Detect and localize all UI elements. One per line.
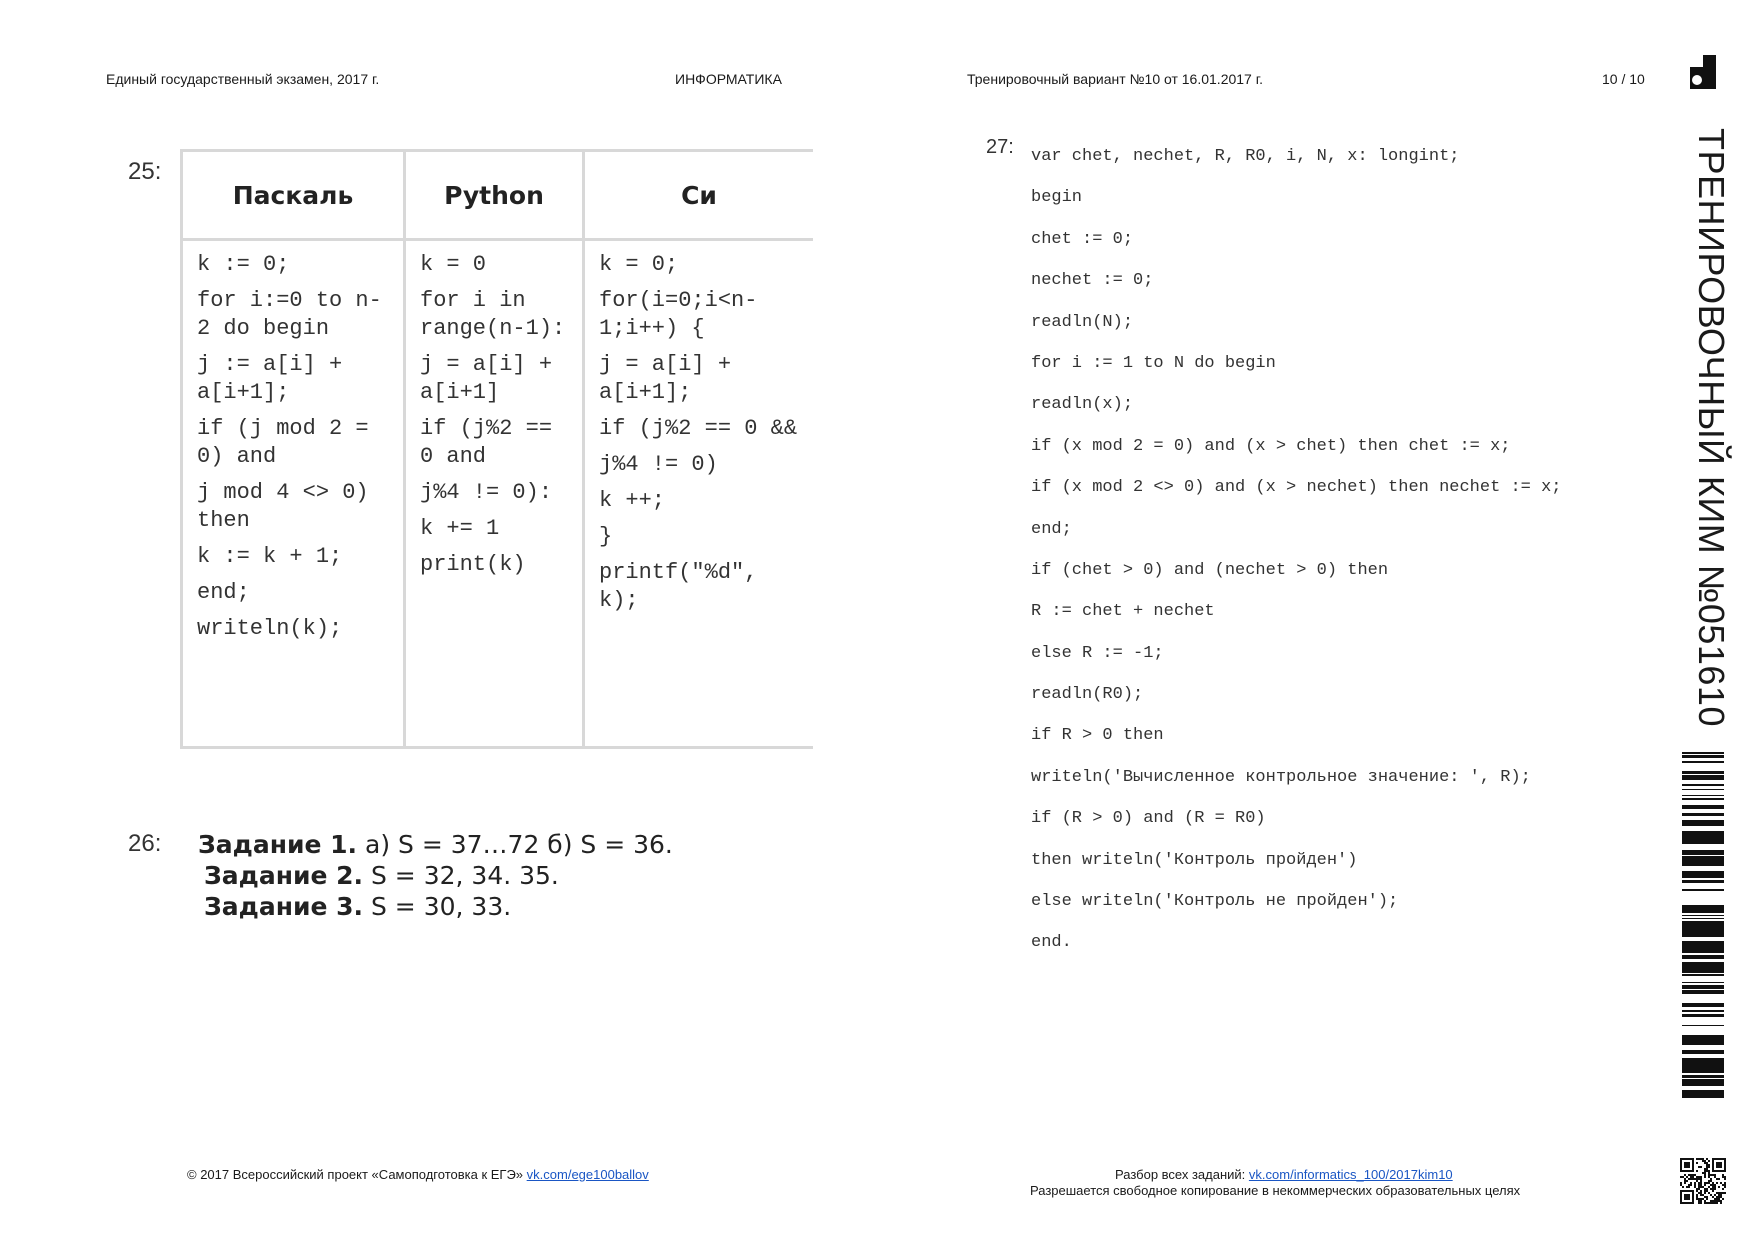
footer-copyright-text: © 2017 Всероссийский проект «Самоподготовка к ЕГЭ» (187, 1167, 527, 1182)
question-25-label: 25: (128, 158, 162, 185)
program-line: readln(N); (1031, 312, 1134, 332)
answer-task-3-title: Задание 3. (204, 892, 364, 921)
program-line: readln(x); (1031, 395, 1134, 415)
code-table (180, 149, 813, 749)
program-line: if (R > 0) and (R = R0) (1031, 809, 1266, 829)
answer-task-2-title: Задание 2. (204, 861, 364, 890)
program-line: for i := 1 to N do begin (1031, 353, 1276, 373)
program-line: if (x mod 2 <> 0) and (x > nechet) then nechet := x; (1031, 478, 1562, 498)
question-27-label: 27: (986, 136, 1014, 158)
col-header-python: Python (405, 151, 584, 240)
program-line: R := chet + nechet (1031, 602, 1215, 622)
footer-analysis (1115, 1167, 1453, 1182)
header-subject: ИНФОРМАТИКА (675, 71, 782, 87)
answer-task-1 (198, 829, 673, 860)
code-line: k := k + 1; (197, 544, 343, 569)
code-line: if (j%2 == 0 and (420, 416, 566, 469)
side-title (1682, 128, 1732, 727)
code-line: for(i=0;i<n-1;i++) { (599, 288, 758, 341)
code-line: k = 0; (599, 252, 679, 277)
code-line: for i in range(n-1): (420, 288, 566, 341)
program-line: var chet, nechet, R, R0, i, N, x: longint; (1031, 147, 1460, 166)
code-line: j%4 != 0) (599, 452, 718, 477)
answer-task-3 (198, 891, 673, 922)
answer-task-3-text: S = 30, 33. (363, 892, 512, 921)
python-code-cell (405, 240, 584, 748)
code-line: j mod 4 <> 0) then (197, 480, 382, 533)
program-line: if (chet > 0) and (nechet > 0) then (1031, 560, 1389, 580)
answer-task-1-title: Задание 1. (198, 830, 358, 859)
code-line: for i:=0 to n-2 do begin (197, 288, 382, 341)
code-line: end; (197, 580, 250, 605)
answer-task-2-text: S = 32, 34. 35. (363, 861, 559, 890)
program-line: nechet := 0; (1031, 271, 1154, 291)
code-line: if (j%2 == 0 && (599, 416, 798, 441)
question-26-answers (198, 829, 673, 922)
code-line: k ++; (599, 488, 666, 513)
code-line: k := 0; (197, 252, 290, 277)
program-line: writeln('Вычисленное контрольное значение: ', R); (1031, 767, 1531, 787)
code-line: printf("%d", k); (599, 560, 771, 613)
code-line: j = a[i] + a[i+1] (420, 352, 566, 405)
qr-code-icon (1680, 1158, 1726, 1204)
code-line: j := a[i] + a[i+1]; (197, 352, 356, 405)
code-line: writeln(k); (197, 616, 343, 641)
program-line: readln(R0); (1031, 685, 1144, 705)
barcode-icon (1682, 752, 1724, 1100)
answer-task-2 (198, 860, 673, 891)
program-line: begin (1031, 188, 1083, 208)
header-variant: Тренировочный вариант №10 от 16.01.2017 г. (967, 71, 1264, 87)
code-line: print(k) (420, 552, 526, 577)
footer-analysis-text: Разбор всех заданий: (1115, 1167, 1249, 1182)
program-line: else writeln('Контроль не пройден'); (1031, 892, 1399, 912)
answer-task-1-text: а) S = 37…72 б) S = 36. (357, 830, 673, 859)
pascal-code-cell (182, 240, 405, 748)
logo-icon (1690, 55, 1716, 89)
c-code-cell (584, 240, 814, 748)
program-line: else R := -1; (1031, 643, 1164, 663)
code-line: if (j mod 2 = 0) and (197, 416, 382, 469)
side-title-text: ТРЕНИРОВОЧНЫЙ КИМ №051610 (1691, 128, 1732, 727)
code-line: } (599, 524, 613, 549)
program-line: if (x mod 2 = 0) and (x > chet) then chet := x; (1031, 436, 1511, 456)
program-line: then writeln('Контроль пройден') (1031, 850, 1358, 870)
header-exam-title: Единый государственный экзамен, 2017 г. (106, 71, 380, 87)
col-header-pascal: Паскаль (182, 151, 405, 240)
footer-link-informatics[interactable]: vk.com/informatics_100/2017kim10 (1248, 1167, 1453, 1182)
header-page-number: 10 / 10 (1602, 71, 1645, 87)
footer-link-ege100ballov[interactable]: vk.com/ege100ballov (526, 1167, 649, 1182)
program-line: if R > 0 then (1031, 726, 1164, 746)
code-line: j%4 != 0): (420, 480, 553, 505)
code-line: k += 1 (420, 516, 500, 541)
footer-copyright (187, 1167, 649, 1182)
question-27-program (1031, 146, 1562, 974)
program-line: chet := 0; (1031, 229, 1134, 249)
footer-license: Разрешается свободное копирование в некоммерческих образовательных целях (1030, 1183, 1521, 1198)
code-line: j = a[i] + a[i+1]; (599, 352, 745, 405)
question-26-label: 26: (128, 830, 162, 857)
col-header-c: Си (584, 151, 814, 240)
program-line: end; (1031, 519, 1072, 539)
code-line: k = 0 (420, 252, 487, 277)
program-line: end. (1031, 933, 1072, 953)
